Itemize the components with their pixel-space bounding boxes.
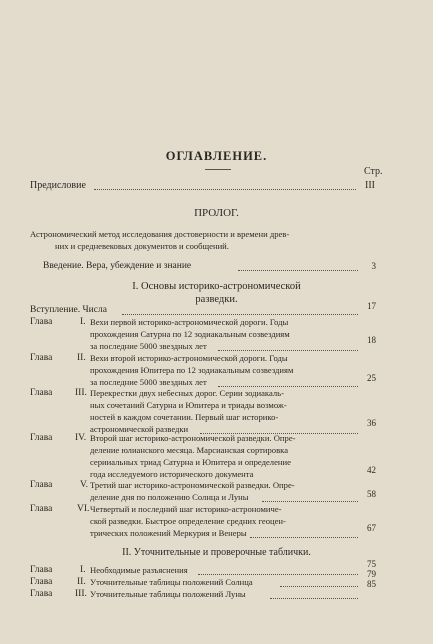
chapter-prefix: Глава (30, 589, 53, 599)
dot-leader (250, 537, 358, 538)
chapter-line: трических положений Меркурия и Венеры (90, 528, 247, 538)
chapter-page: 36 (367, 418, 376, 428)
chapter-line: прохождения Сатурна по 12 зодиакальным созвездиям (90, 329, 290, 339)
chapter-page: 79 (367, 569, 376, 579)
dot-leader (238, 270, 358, 271)
toc-title: ОГЛАВЛЕНИЕ. (165, 149, 268, 163)
chapter-page: 18 (367, 335, 376, 345)
prolog-heading: ПРОЛОГ. (194, 207, 239, 219)
dot-leader (122, 314, 358, 315)
chapter-line: Третий шаг историко-астрономической разведки. Опре- (90, 480, 295, 490)
chapter-number: VI. (77, 504, 90, 514)
chapter-number: II. (77, 353, 86, 363)
chapter-prefix: Глава (30, 504, 53, 514)
chapter-page: 75 (367, 559, 376, 569)
chapter-line: Вехи первой историко-астрономической дороги. Годы (90, 317, 289, 327)
chapter-line: деление юлианского месяца. Марсианская сортировка (90, 445, 289, 455)
chapter-prefix: Глава (30, 565, 53, 575)
chapter-page: 42 (367, 465, 376, 475)
part1-heading-line-1: I. Основы историко-астрономической (132, 281, 301, 292)
chapter-page: 25 (367, 373, 376, 383)
chapter-line: Второй шаг историко-астрономической разведки. Опре- (90, 433, 296, 443)
dot-leader (94, 189, 356, 190)
chapter-line: Уточнительные таблицы положений Луны (90, 589, 246, 599)
chapter-line: за последние 5000 звездных лет (90, 341, 207, 351)
chapter-line: Уточнительные таблицы положений Солнца (90, 577, 253, 587)
chapter-number: III. (75, 388, 87, 398)
chapter-number: V. (80, 480, 89, 490)
chapter-line: ностей в каждом сочетании. Первый шаг историко- (90, 412, 279, 422)
chapter-number: IV. (75, 433, 87, 443)
chapter-number: I. (80, 565, 86, 575)
preface-label: Предисловие (30, 180, 86, 191)
dot-leader (270, 598, 358, 599)
chapter-line: Вехи второй историко-астрономической дороги. Годы (90, 353, 288, 363)
chapter-number: III. (75, 589, 87, 599)
chapter-prefix: Глава (30, 433, 53, 443)
dot-leader (198, 574, 358, 575)
chapter-line: за последние 5000 звездных лет (90, 377, 207, 387)
part1-heading-line-2: разведки. (195, 294, 238, 305)
chapter-line: Перекрестки двух небесных дорог. Серии зодиакаль- (90, 388, 284, 398)
chapter-prefix: Глава (30, 480, 53, 490)
dot-leader (262, 501, 358, 502)
part1-entry-page: 17 (367, 301, 376, 311)
intro-label: Введение. Вера, убеждение и знание (43, 261, 192, 271)
chapter-line: года исследуемого исторического документа (90, 469, 254, 479)
chapter-line: деление дня по положению Солнца и Луны (90, 492, 249, 502)
chapter-prefix: Глава (30, 577, 53, 587)
intro-page: 3 (371, 261, 376, 271)
chapter-prefix: Глава (30, 353, 53, 363)
chapter-line: серииальных триад Сатурна и Юпитера и определение (90, 457, 291, 467)
page-column-label: Стр. (364, 166, 383, 177)
chapter-line: Четвертый и последний шаг историко-астрономиче- (90, 504, 282, 514)
dot-leader (218, 350, 358, 351)
prolog-subtitle-line-2: них и средневековых документов и сообщений. (55, 241, 229, 251)
chapter-prefix: Глава (30, 388, 53, 398)
chapter-page: 67 (367, 523, 376, 533)
prolog-subtitle-line-1: Астрономический метод исследования достоверности и времени древ- (30, 229, 290, 239)
chapter-number: II. (77, 577, 86, 587)
part2-heading: II. Уточнительные и проверочные таблички. (122, 547, 311, 558)
chapter-line: ных сочетаний Сатурна и Юпитера и триады возмож- (90, 400, 287, 410)
chapter-line: астрономической разведки (90, 424, 189, 434)
title-divider (205, 169, 231, 170)
chapter-page: 85 (367, 579, 376, 589)
chapter-line: ской разведки. Быстрое определение средних геоцен- (90, 516, 286, 526)
dot-leader (218, 386, 358, 387)
part1-entry-label: Вступление. Числа (30, 305, 107, 315)
chapter-prefix: Глава (30, 317, 53, 327)
preface-page: III (365, 180, 375, 191)
dot-leader (280, 586, 358, 587)
chapter-line: прохождения Юпитера по 12 зодиакальным созвездиям (90, 365, 294, 375)
chapter-page: 58 (367, 489, 376, 499)
chapter-number: I. (80, 317, 86, 327)
chapter-line: Необходимые разъяснения (90, 565, 188, 575)
